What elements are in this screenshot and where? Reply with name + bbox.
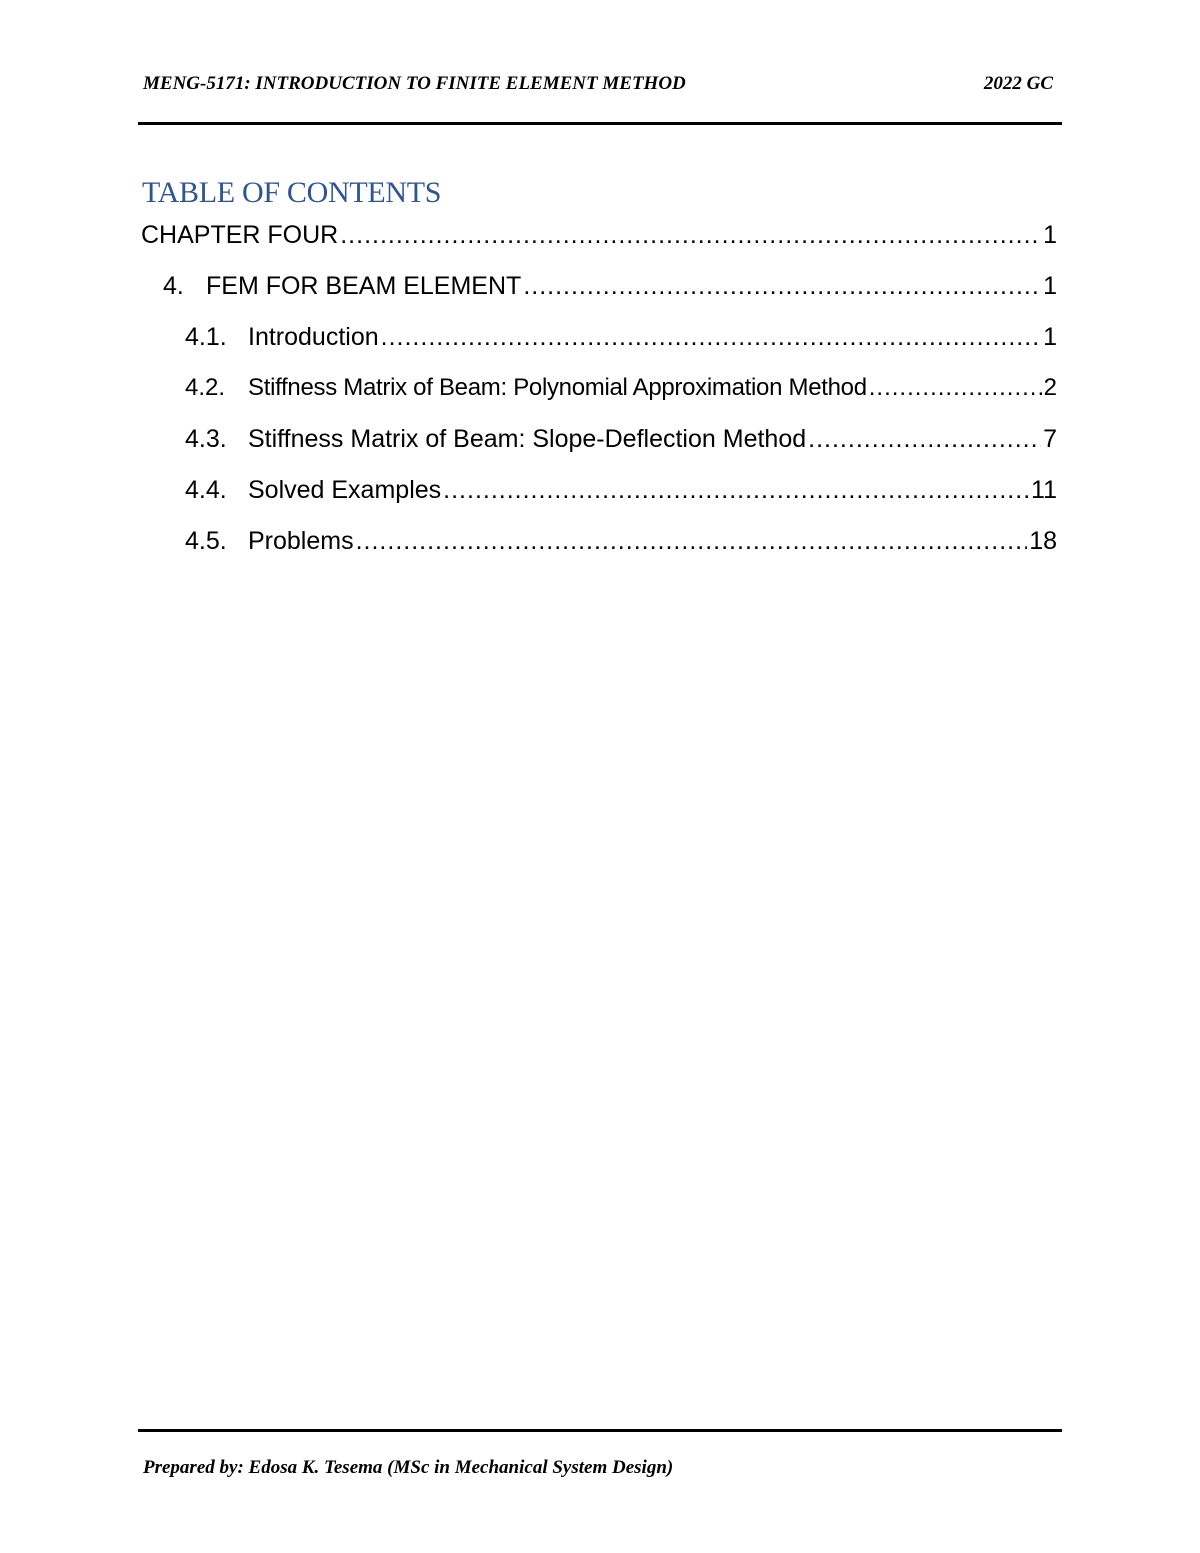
course-title: MENG-5171: INTRODUCTION TO FINITE ELEMENT METHOD [143,73,686,94]
dot-leader [869,371,1042,405]
toc-entry-label: Introduction [248,323,379,351]
toc-entry-label: Problems [248,527,354,555]
dot-leader [523,269,1041,303]
toc-entry-number: 4.4. [185,476,227,504]
toc-entry-section-4-5[interactable] [185,524,1057,558]
toc-entry-label: Stiffness Matrix of Beam: Slope-Deflection Method [248,425,807,453]
toc-title: TABLE OF CONTENTS [142,176,442,209]
dot-leader [808,422,1041,456]
footer-rule [138,1429,1062,1432]
toc-entry-page: 11 [1031,476,1057,504]
dot-leader [381,320,1041,354]
dot-leader [443,473,1029,507]
toc-entry-number: 4. [163,272,184,300]
toc-entry-chapter-four[interactable] [141,218,1057,252]
toc-entry-number: 4.5. [185,527,227,555]
toc-entry-page: 2 [1043,374,1057,401]
toc-entry-page: 1 [1043,323,1057,351]
toc-entry-label: Stiffness Matrix of Beam: Polynomial Approximation Method [248,374,867,401]
toc-entry-number: 4.3. [185,425,227,453]
toc-entry-section-4-1[interactable] [185,320,1057,354]
toc-entry-number: 4.1. [185,323,227,351]
toc-entry-label: FEM FOR BEAM ELEMENT [206,272,522,300]
page-footer: Prepared by: Edosa K. Tesema (MSc in Mechanical System Design) [143,1457,674,1478]
dot-leader [356,524,1028,558]
toc-entry-number: 4.2. [185,374,226,401]
toc-entry-section-4-4[interactable] [185,473,1057,507]
toc-entry-page: 1 [1043,272,1057,300]
toc-entry-page: 7 [1043,425,1057,453]
toc-entry-label: Solved Examples [248,476,442,504]
toc-entry-label: CHAPTER FOUR [141,221,339,249]
toc-entry-section-4[interactable] [163,269,1057,303]
header-year: 2022 GC [983,73,1053,94]
toc-entry-section-4-2[interactable] [185,371,1057,405]
toc-entry-section-4-3[interactable] [185,422,1057,456]
toc-entry-page: 18 [1029,527,1057,555]
dot-leader [340,218,1041,252]
toc-entry-page: 1 [1043,221,1057,249]
